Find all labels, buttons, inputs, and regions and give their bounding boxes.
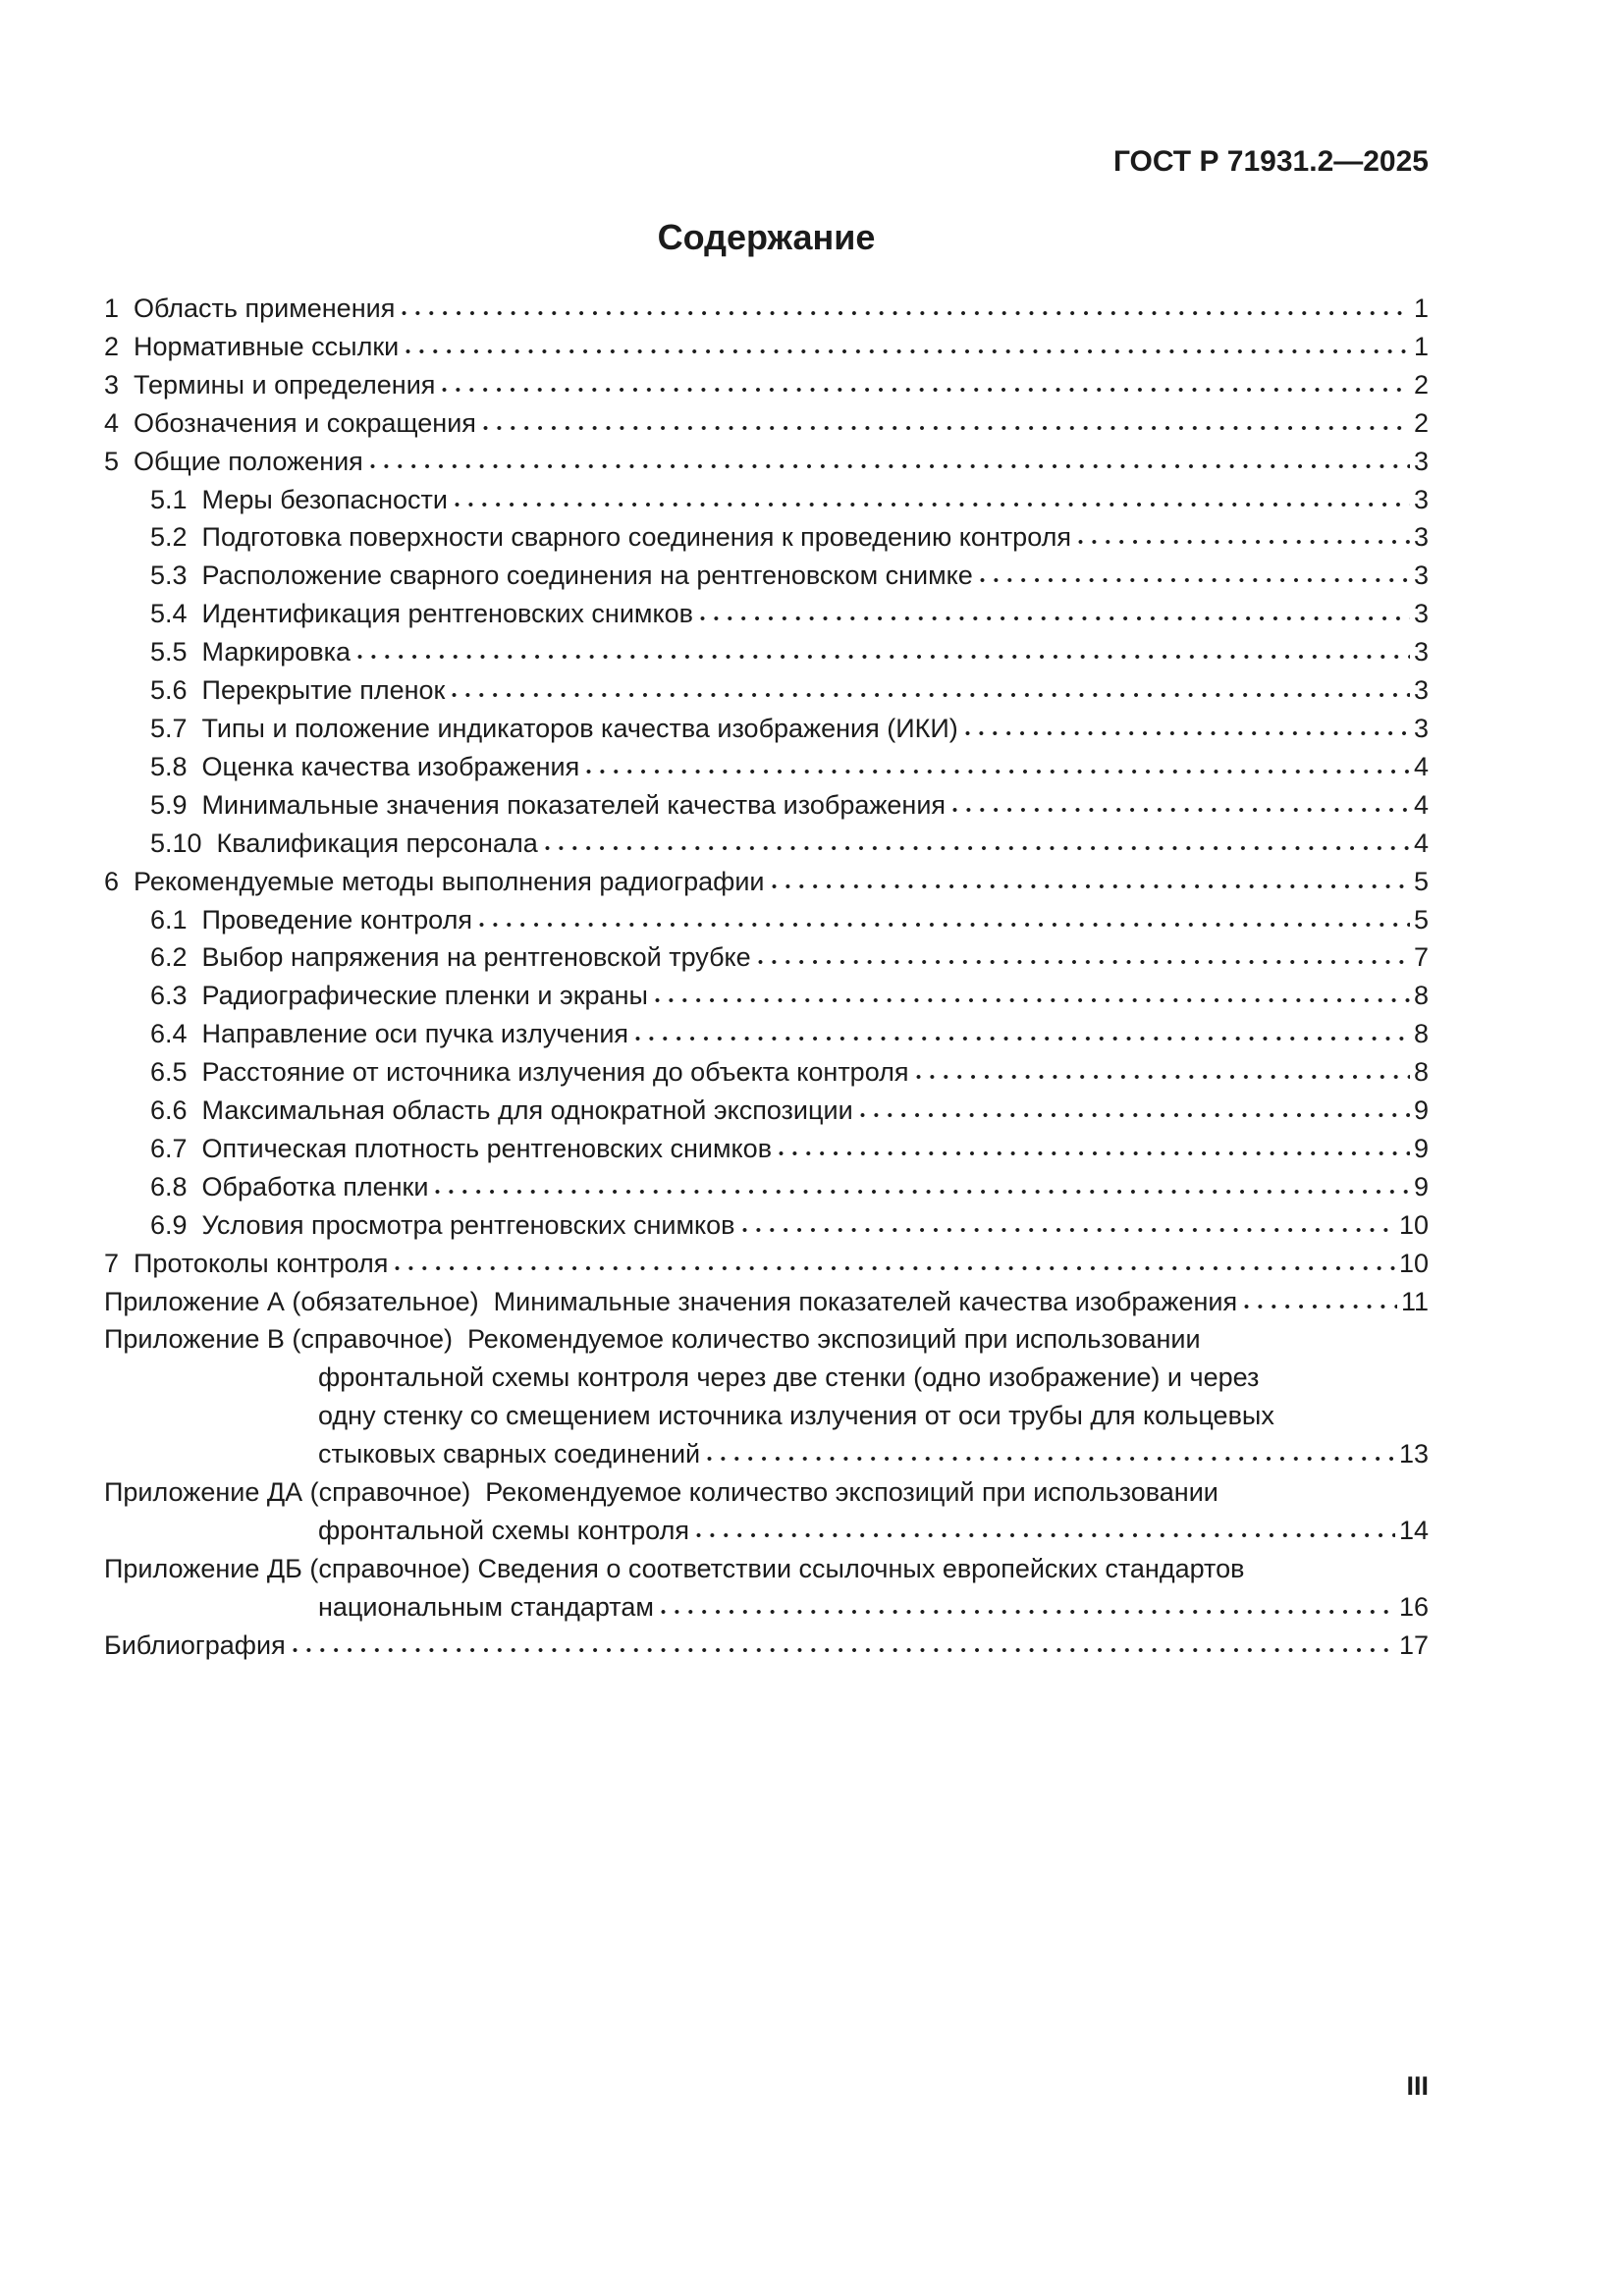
toc-page-number: 2 (1413, 369, 1429, 400)
toc-entry (104, 786, 1429, 825)
toc-entry-label: 5.4 Идентификация рентгеновских снимков (150, 599, 693, 629)
toc-entry-line: Приложение В (справочное) Рекомендуемое количество экспозиций при использовании (104, 1324, 1201, 1355)
standard-code: ГОСТ Р 71931.2—2025 (1112, 145, 1429, 178)
toc-entry-label: 6.3 Радиографические пленки и экраны (150, 981, 648, 1011)
toc-entry-label: 6.2 Выбор напряжения на рентгеновской трубке (150, 942, 751, 973)
toc-entry-label: Библиография (104, 1629, 286, 1660)
toc-page-number: 16 (1398, 1591, 1429, 1622)
toc-entry-line: Приложение ДА (справочное) Рекомендуемое количество экспозиций при использовании (104, 1477, 1218, 1508)
toc-entry-line: фронтальной схемы контроля через две стенки (одно изображение) и через (318, 1362, 1260, 1393)
dot-leader (483, 424, 1410, 432)
dot-leader (980, 576, 1410, 584)
toc-entry-label: 3 Термины и определения (104, 369, 436, 400)
toc-entry-label: 1 Область применения (104, 294, 396, 323)
toc-entry-label: 6.7 Оптическая плотность рентгеновских снимков (150, 1133, 773, 1163)
toc-entry (104, 1550, 1429, 1627)
dot-leader (1244, 1303, 1397, 1310)
toc-page-number: 3 (1413, 713, 1429, 743)
dot-leader (772, 882, 1410, 890)
toc-entry-label: 6.1 Проведение контроля (150, 904, 472, 934)
toc-entry (104, 1015, 1429, 1053)
toc-page-number: 10 (1398, 1248, 1429, 1278)
dot-leader (952, 806, 1410, 814)
toc-entry (104, 518, 1429, 557)
toc-entry-label: 5.5 Маркировка (150, 637, 352, 667)
toc-entry (104, 404, 1429, 443)
toc-entry-line: одну стенку со смещением источника излучения от оси трубы для кольцевых (318, 1401, 1274, 1431)
toc-entry (104, 1053, 1429, 1092)
toc-page-number: 8 (1413, 1057, 1429, 1088)
toc-page-number: 3 (1413, 522, 1429, 553)
toc-entry-label: 5.7 Типы и положение индикаторов качества изображения (ИКИ) (150, 713, 958, 743)
dot-leader (435, 1188, 1410, 1196)
toc-entry (104, 1473, 1429, 1550)
toc-entry (104, 1283, 1429, 1321)
toc-entry-label: 5.3 Расположение сварного соединения на рентгеновском снимке (150, 561, 973, 591)
toc-entry-label: 7 Протоколы контроля (104, 1248, 389, 1278)
toc-entry-label: 2 Нормативные ссылки (104, 331, 400, 361)
toc-entry-label: 5.8 Оценка качества изображения (150, 751, 580, 781)
toc-entry-label: 6.9 Условия просмотра рентгеновских снимков (150, 1209, 735, 1240)
toc-page-number: 3 (1413, 675, 1429, 706)
toc-entry-label: 6.5 Расстояние от источника излучения до объекта контроля (150, 1057, 909, 1088)
toc-entry-label: 6 Рекомендуемые методы выполнения радиографии (104, 866, 765, 896)
toc-entry (104, 901, 1429, 939)
toc-page-number: 3 (1413, 637, 1429, 667)
toc-entry-line: Приложение ДБ (справочное) Сведения о соответствии ссылочных европейских стандартов (104, 1553, 1245, 1583)
dot-leader (916, 1073, 1410, 1081)
toc-entry (104, 595, 1429, 633)
toc-page-number: 14 (1398, 1516, 1429, 1545)
toc-entry-label: фронтальной схемы контроля (318, 1516, 689, 1545)
toc-entry (104, 290, 1429, 328)
toc-entry-label: 5.2 Подготовка поверхности сварного соединения к проведению контроля (150, 522, 1071, 553)
toc-entry (104, 443, 1429, 481)
dot-leader (965, 729, 1410, 737)
toc-page-number: 4 (1413, 789, 1429, 820)
toc-entry-label: 5.10 Квалификация персонала (150, 828, 538, 858)
dot-leader (479, 921, 1410, 929)
dot-leader (452, 691, 1410, 699)
toc-entry-label: 5.1 Меры безопасности (150, 484, 448, 514)
toc-page-number: 9 (1413, 1095, 1429, 1126)
dot-leader (700, 614, 1410, 622)
toc-page-number: 5 (1413, 866, 1429, 896)
toc-page-number: 17 (1398, 1629, 1429, 1660)
toc-entry-label: Приложение А (обязательное) Минимальные значения показателей качества изображения (104, 1286, 1238, 1316)
toc-entry (104, 1130, 1429, 1168)
toc-entry-label: 5.9 Минимальные значения показателей качества изображения (150, 789, 947, 820)
dot-leader (696, 1531, 1395, 1539)
toc-entry-label: 6.4 Направление оси пучка излучения (150, 1019, 629, 1049)
dot-leader (758, 958, 1410, 966)
dot-leader (635, 1035, 1410, 1042)
toc-entry (104, 1245, 1429, 1283)
toc-entry (104, 710, 1429, 748)
toc-page-number: 1 (1413, 331, 1429, 361)
dot-leader (402, 309, 1410, 317)
dot-leader (860, 1111, 1410, 1119)
dot-leader (661, 1608, 1395, 1616)
toc-page-number: 2 (1413, 407, 1429, 438)
toc-page-number: 3 (1413, 484, 1429, 514)
toc-page-number: 8 (1413, 1019, 1429, 1049)
toc-page-number: 1 (1413, 294, 1429, 323)
toc-entry (104, 938, 1429, 977)
toc-page-number: 9 (1413, 1133, 1429, 1163)
toc-page-number: 9 (1413, 1171, 1429, 1201)
toc-entry (104, 1320, 1429, 1473)
toc-entry (104, 481, 1429, 519)
dot-leader (545, 844, 1410, 852)
toc-entry (104, 977, 1429, 1015)
toc-entry (104, 557, 1429, 595)
toc-entry (104, 863, 1429, 901)
toc-entry (104, 366, 1429, 404)
toc-page-number: 5 (1413, 904, 1429, 934)
toc-page-number: 4 (1413, 751, 1429, 781)
dot-leader (1078, 538, 1410, 546)
dot-leader (586, 768, 1410, 775)
toc-page-number: 8 (1413, 981, 1429, 1011)
toc-page-number: 3 (1413, 446, 1429, 476)
toc-page-number: 4 (1413, 828, 1429, 858)
table-of-contents (104, 290, 1429, 1665)
toc-entry-label: 5.6 Перекрытие пленок (150, 675, 446, 706)
dot-leader (357, 653, 1410, 661)
page-title: Содержание (657, 217, 876, 257)
toc-entry-label: национальным стандартам (318, 1591, 654, 1622)
toc-entry-label: 5 Общие положения (104, 446, 363, 476)
toc-page-number: 10 (1398, 1209, 1429, 1240)
toc-page-number: 7 (1413, 942, 1429, 973)
dot-leader (406, 347, 1410, 355)
toc-entry-label: 6.6 Максимальная область для однократной экспозиции (150, 1095, 853, 1126)
toc-entry-label: 4 Обозначения и сокращения (104, 407, 476, 438)
dot-leader (455, 501, 1410, 508)
toc-entry (104, 328, 1429, 366)
dot-leader (655, 996, 1410, 1004)
toc-page-number: 11 (1400, 1286, 1429, 1316)
toc-entry-label: стыковых сварных соединений (318, 1439, 701, 1469)
toc-page-number: 3 (1413, 561, 1429, 591)
toc-entry (104, 633, 1429, 671)
toc-page-number: 3 (1413, 599, 1429, 629)
toc-entry (104, 671, 1429, 710)
toc-entry-label: 6.8 Обработка пленки (150, 1171, 429, 1201)
dot-leader (370, 462, 1410, 470)
dot-leader (293, 1646, 1395, 1654)
toc-entry (104, 825, 1429, 863)
toc-entry (104, 748, 1429, 786)
dot-leader (779, 1149, 1410, 1157)
dot-leader (707, 1455, 1395, 1463)
toc-page-number: 13 (1398, 1439, 1429, 1469)
page-number-footer: III (1406, 2071, 1429, 2101)
toc-entry (104, 1627, 1429, 1665)
toc-entry (104, 1092, 1429, 1130)
dot-leader (742, 1226, 1395, 1234)
toc-entry (104, 1168, 1429, 1206)
toc-entry (104, 1206, 1429, 1245)
dot-leader (442, 386, 1410, 394)
dot-leader (395, 1264, 1395, 1272)
